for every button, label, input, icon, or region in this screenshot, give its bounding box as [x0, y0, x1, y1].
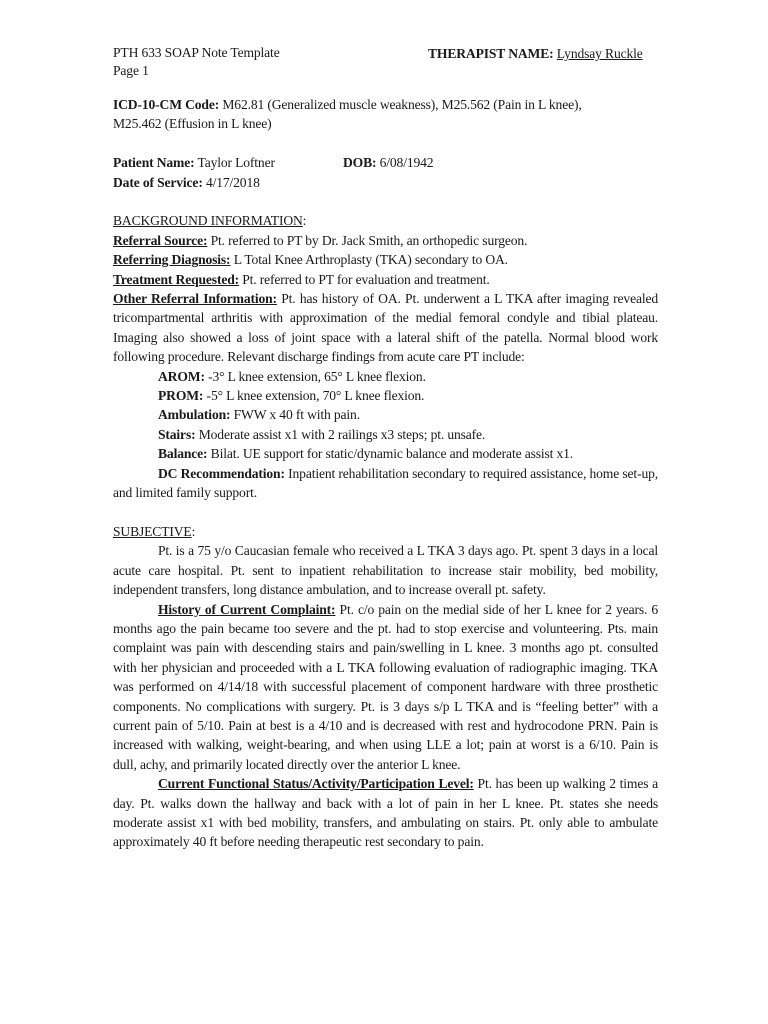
dob-label: DOB:: [343, 155, 377, 171]
dc-recommendation: [113, 464, 658, 503]
note-body: [113, 95, 658, 852]
balance-line: [113, 444, 658, 463]
ambulation-line: [113, 405, 658, 424]
ambulation-value: FWW x 40 ft with pain.: [230, 407, 360, 423]
stairs-line: [113, 425, 658, 444]
patient-name: Taylor Loftner: [194, 155, 275, 171]
referring-diagnosis-value: L Total Knee Arthroplasty (TKA) secondary to OA.: [230, 252, 508, 268]
stairs-label: Stairs:: [158, 426, 196, 442]
date-of-service: [113, 173, 658, 192]
therapist-header: [428, 44, 643, 63]
template-title: PTH 633 SOAP Note Template: [113, 45, 280, 60]
subjective-heading-colon: :: [191, 523, 196, 539]
background-heading-text: BACKGROUND INFORMATION: [113, 213, 303, 229]
other-referral-info: [113, 289, 658, 367]
hcc-label: History of Current Complaint:: [158, 601, 336, 617]
ambulation-label: Ambulation:: [158, 407, 231, 423]
therapist-name: Lyndsay Ruckle: [556, 46, 643, 61]
background-heading: [113, 211, 658, 230]
subjective-heading: [113, 522, 658, 541]
icd-code-line: [113, 95, 658, 134]
icd-codes-1: M62.81 (Generalized muscle weakness), M25.562 (Pain in L knee),: [219, 97, 582, 112]
dc-recommendation-value: Inpatient rehabilitation secondary to required assistance, home set-up, and limited family support.: [113, 465, 658, 501]
dob-value: 6/08/1942: [376, 155, 434, 171]
dos-value: 4/17/2018: [202, 174, 260, 190]
background-heading-colon: :: [302, 213, 307, 229]
dos-label: Date of Service:: [113, 174, 203, 190]
cfs-label: Current Functional Status/Activity/Participation Level:: [158, 776, 474, 792]
history-current-complaint: [113, 600, 658, 775]
prom-value: -5° L knee extension, 70° L knee flexion.: [203, 388, 425, 404]
arom-label: AROM:: [158, 368, 205, 384]
prom-line: [113, 386, 658, 405]
therapist-label: THERAPIST NAME:: [428, 46, 554, 61]
balance-label: Balance:: [158, 446, 208, 462]
referring-diagnosis: [113, 250, 658, 269]
referral-source-label: Referral Source:: [113, 232, 208, 248]
balance-value: Bilat. UE support for static/dynamic balance and moderate assist x1.: [207, 446, 574, 462]
arom-value: -3° L knee extension, 65° L knee flexion.: [204, 368, 426, 384]
page-number: Page 1: [113, 63, 149, 78]
dc-recommendation-label: DC Recommendation:: [158, 465, 285, 481]
page-header-left: [113, 44, 280, 80]
hcc-value: Pt. c/o pain on the medial side of her L knee for 2 years. 6 months ago the pain became too severe and the pt. had to stop exercise and volunteering. Pts. main complaint was pain with descending stairs and pain/swelling in L knee. 3 months ago pt. consulted with her physician and proceeded with a L TKA following evaluation of radiographic imaging. TKA was performed on 4/14/18 with successful placement of component hardware with three prosthetic components. No complications with surgery. Pt. is 3 days s/p L TKA and is “feeling better” with a current pain of 5/10. Pain at best is a 4/10 and is decreased with rest and hydrocodone PRN. Pain is increased with walking, weight-bearing, and when using LLE a lot; pain at worst is a 6/10. Pain is dull, achy, and primarily located directly over the anterior L knee.: [113, 601, 659, 772]
cfs-value: Pt. has been up walking 2 times a day. Pt. walks down the hallway and back with a lot of pain in her L knee. Pt. states she needs moderate assist x1 with bed mobility, transfers, and ambulating on stairs. Pt. only able to ambulate approximately 40 ft before needing therapeutic rest secondary to pain.: [113, 776, 658, 850]
stairs-value: Moderate assist x1 with 2 railings x3 steps; pt. unsafe.: [195, 426, 486, 442]
other-referral-label: Other Referral Information:: [113, 291, 277, 307]
patient-name-label: Patient Name:: [113, 155, 195, 171]
icd-label: ICD-10-CM Code:: [113, 97, 220, 112]
patient-row: [113, 153, 658, 172]
treatment-requested-label: Treatment Requested:: [113, 271, 239, 287]
other-referral-value: Pt. has history of OA. Pt. underwent a L TKA after imaging revealed tricompartmental arthritis with approximation of the medial femoral condyle and tibial plateau. Imaging also showed a loss of joint space with a lateral shift of the patella. Normal blood work following procedure. Relevant discharge findings from acute care PT include:: [113, 291, 658, 365]
subjective-intro: Pt. is a 75 y/o Caucasian female who received a L TKA 3 days ago. Pt. spent 3 days in a local acute care hospital. Pt. sent to inpatient rehabilitation to increase stair mobility, bed mobility, independent transfers, long distance ambulation, and to increase overall pt. safety.: [113, 543, 658, 598]
treatment-requested-value: Pt. referred to PT for evaluation and treatment.: [239, 271, 490, 287]
current-functional-status: [113, 774, 658, 852]
referral-source-value: Pt. referred to PT by Dr. Jack Smith, an orthopedic surgeon.: [207, 232, 528, 248]
prom-label: PROM:: [158, 388, 204, 404]
referral-source: [113, 231, 658, 250]
icd-codes-2: M25.462 (Effusion in L knee): [113, 116, 272, 132]
arom-line: [113, 367, 658, 386]
referring-diagnosis-label: Referring Diagnosis:: [113, 252, 231, 268]
subjective-heading-text: SUBJECTIVE: [113, 523, 192, 539]
treatment-requested: [113, 270, 658, 289]
